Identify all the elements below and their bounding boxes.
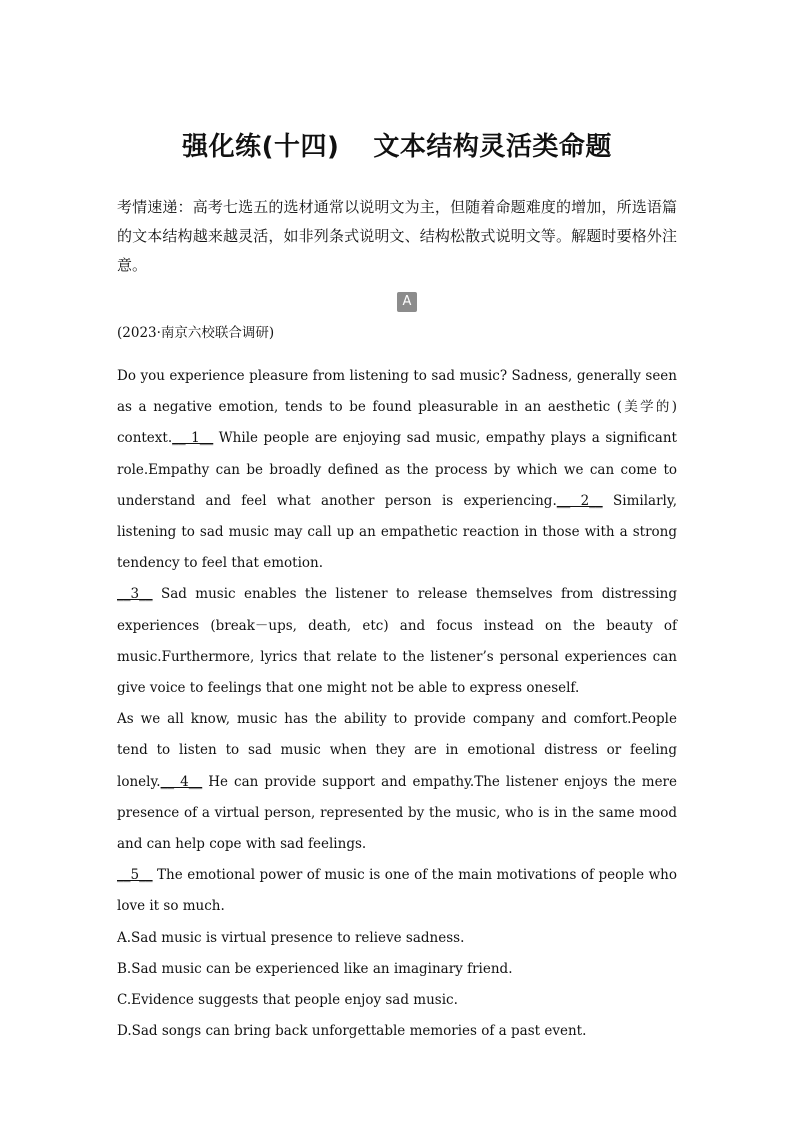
blank-5: __5__ — [117, 867, 153, 884]
passage-paragraph-4 — [117, 860, 677, 922]
passage-text: The emotional power of music is one of the main motivations of people who love it so much. — [117, 867, 677, 915]
intro-paragraph: 考情速递：高考七选五的选材通常以说明文为主，但随着命题难度的增加，所选语篇的文本结构越来越灵活，如非列条式说明文、结构松散式说明文等。解题时要格外注意。 — [117, 198, 677, 274]
passage-paragraph-1 — [117, 361, 677, 579]
passage-text: Sad music enables the listener to release themselves from distressing experiences (break－ups, death, etc) and focus instead on the beauty of music.Furthermore, lyrics that relate to the listener’s personal experiences can give voice to feelings that one might not be able to express oneself. — [117, 586, 677, 697]
title-part-1: 强化练(十四) — [182, 132, 340, 162]
passage — [117, 361, 677, 1047]
title-part-2: 文本结构灵活类命题 — [373, 132, 612, 162]
passage-text: Do you experience pleasure from listening to sad music? Sadness, generally seen as a negative emotion, tends to be found pleasurable in an aesthetic (美学的) context. — [117, 368, 677, 447]
blank-1: __ 1__ — [172, 430, 214, 447]
passage-text: While people are enjoying sad music, empathy plays a significant role.Empathy can be broadly defined as the process by which we can come to understand and feel what another person is experiencing. — [117, 430, 677, 509]
passage-text: He can provide support and empathy.The listener enjoys the mere presence of a virtual person, represented by the music, who is in the same mood and can help cope with sad feelings. — [117, 773, 678, 853]
source-line: (2023·南京六校联合调研) — [117, 325, 275, 341]
section-badge: A — [397, 292, 417, 312]
passage-text: Similarly, listening to sad music may call up an empathetic reaction in those with a strong tendency to feel that emotion. — [117, 492, 677, 572]
blank-2: __ 2__ — [556, 492, 603, 509]
page-title — [117, 126, 677, 163]
option-c: C.Evidence suggests that people enjoy sad music. — [117, 992, 458, 1009]
option-d: D.Sad songs can bring back unforgettable memories of a past event. — [117, 1023, 587, 1040]
option-a: A.Sad music is virtual presence to relieve sadness. — [117, 929, 465, 946]
passage-paragraph-3 — [117, 704, 677, 860]
blank-3: __3__ — [117, 586, 153, 603]
passage-paragraph-2 — [117, 579, 677, 704]
option-b: B.Sad music can be experienced like an imaginary friend. — [117, 960, 513, 977]
section-badge-row — [117, 290, 677, 312]
passage-text: As we all know, music has the ability to provide company and comfort.People tend to listen to sad music when they are in emotional distress or feeling lonely. — [117, 711, 677, 790]
blank-4: __ 4__ — [160, 773, 203, 790]
